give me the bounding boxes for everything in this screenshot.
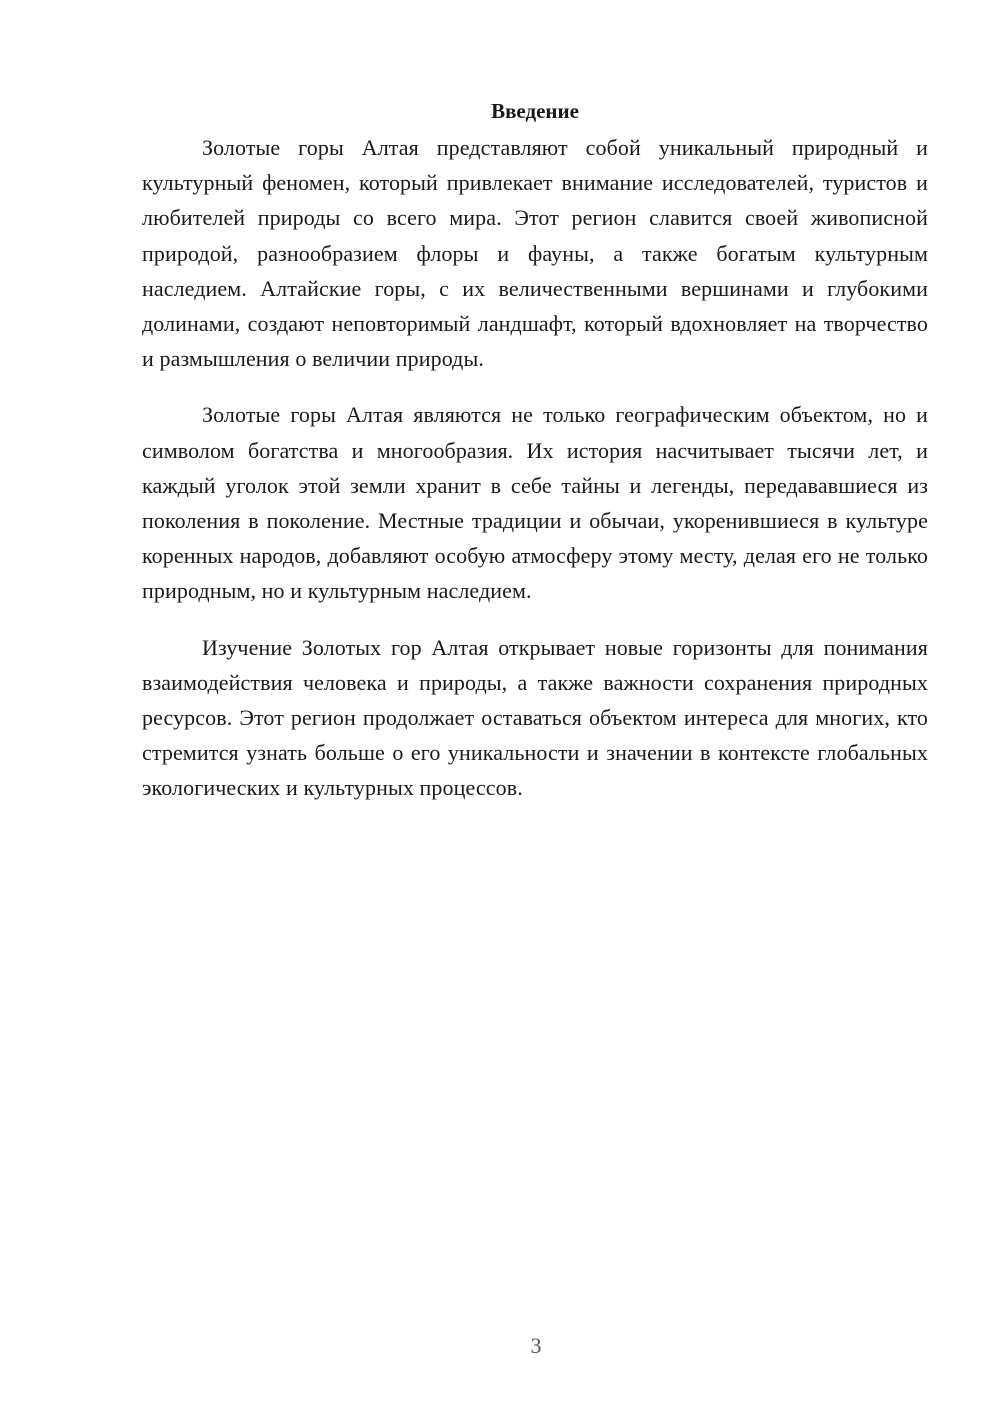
paragraph-2: Золотые горы Алтая являются не только географическим объектом, но и символом богатства и многообразия. Их история насчитывает тысячи лет, и каждый уголок этой земли хранит в себе тайны и легенды, передававшиеся из поколения в поколение. Местные традиции и обычаи, укоренившиеся в культуре коренных народов, добавляют особую атмосферу этому месту, делая его не только природным, но и культурным наследием. bbox=[142, 402, 928, 604]
paragraph-1: Золотые горы Алтая представляют собой уникальный природный и культурный феномен, который привлекает внимание исследователей, туристов и любителей природы со всего мира. Этот регион славится своей живописной природой, разнообразием флоры и фауны, а также богатым культурным наследием. Алтайские горы, с их величественными вершинами и глубокими долинами, создают неповторимый ландшафт, который вдохновляет на творчество и размышления о величии природы. bbox=[142, 135, 928, 372]
page-number: 3 bbox=[530, 1333, 542, 1358]
page-content bbox=[142, 96, 928, 827]
section-title: Введение bbox=[491, 99, 579, 123]
paragraph-3: Изучение Золотых гор Алтая открывает новые горизонты для понимания взаимодействия человека и природы, а также важности сохранения природных ресурсов. Этот регион продолжает оставаться объектом интереса для многих, кто стремится узнать больше о его уникальности и значении в контексте глобальных экологических и культурных процессов. bbox=[142, 634, 928, 801]
